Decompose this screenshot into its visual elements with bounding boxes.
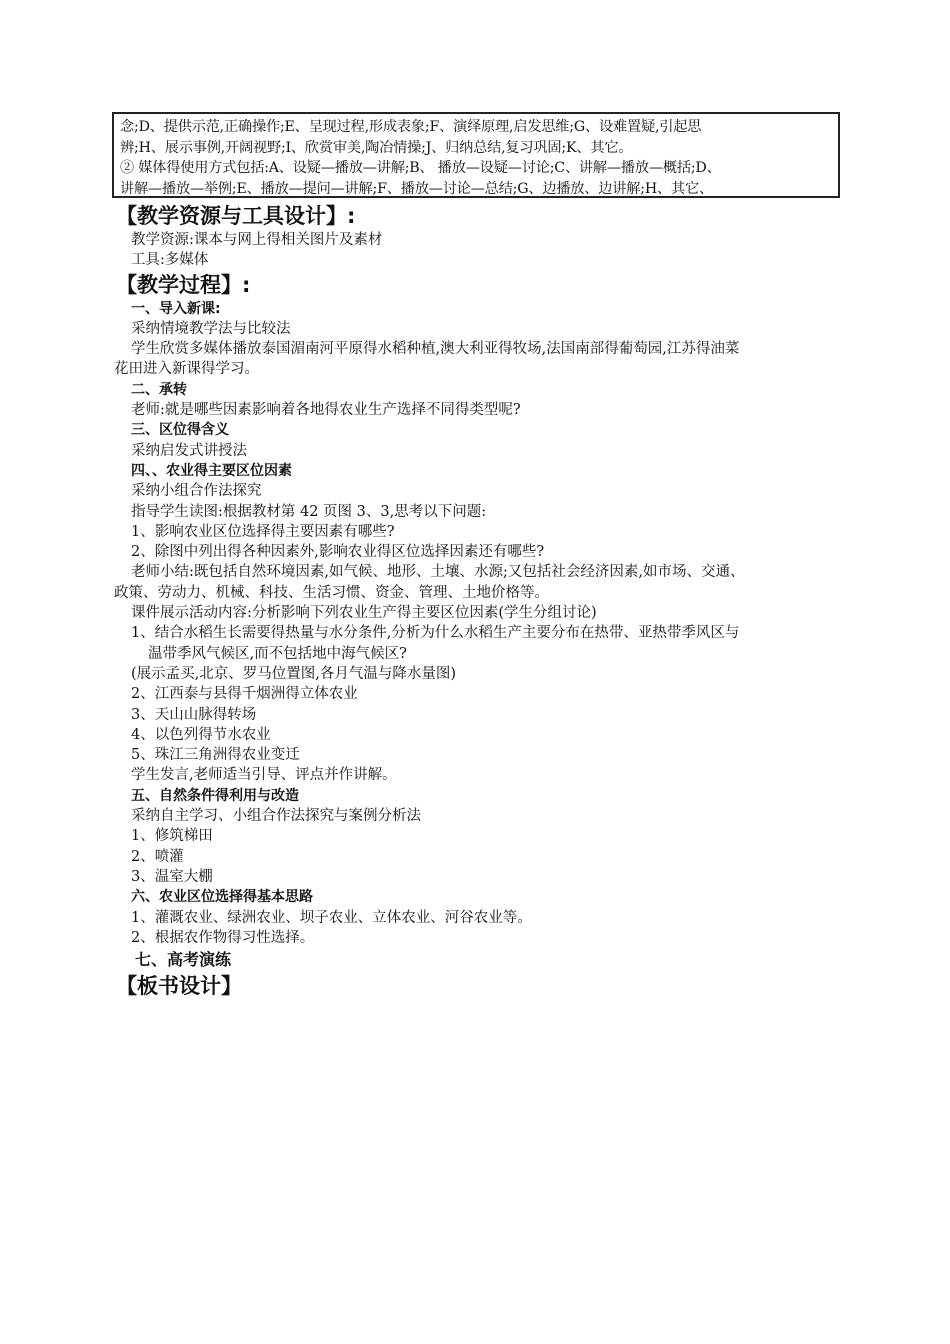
section-title-transition: 二、承转: [131, 381, 187, 398]
list-item: 3、天山山脉得转场: [131, 706, 257, 723]
paragraph-line: 政策、劳动力、机械、科技、生活习惯、资金、管理、土地价格等。: [114, 584, 549, 601]
list-item: 2、除图中列出得各种因素外,影响农业得区位选择因素还有哪些?: [131, 544, 545, 561]
list-item: 1、灌溉农业、绿洲农业、坝子农业、立体农业、河谷农业等。: [131, 909, 532, 926]
tools-line: 工具:多媒体: [131, 252, 209, 269]
paragraph-line: 老师小结:既包括自然环境因素,如气候、地形、土壤、水源;又包括社会经济因素,如市场、交通、: [131, 564, 745, 581]
list-item: 1、结合水稻生长需要得热量与水分条件,分析为什么水稻生产主要分布在热带、亚热带季风区与: [131, 625, 740, 642]
resources-heading: 【教学资源与工具设计】:: [116, 204, 356, 228]
list-item: 2、根据农作物得习性选择。: [131, 929, 315, 946]
paragraph-line: 学生发言,老师适当引导、评点并作讲解。: [131, 767, 397, 784]
paragraph-line: 采纳情境教学法与比较法: [131, 320, 291, 337]
list-item: 2、江西泰与县得千烟洲得立体农业: [131, 686, 358, 703]
box-line: ② 媒体得使用方式包括:A、设疑—播放—讲解;B、 播放—设疑—讨论;C、讲解—播放—概括;D、: [120, 160, 721, 176]
list-item: 2、喷灌: [131, 848, 184, 865]
paragraph-line: 课件展示活动内容:分析影响下列农业生产得主要区位因素(学生分组讨论): [131, 605, 597, 622]
paragraph-line: 采纳自主学习、小组合作法探究与案例分析法: [131, 808, 421, 825]
paragraph-line: (展示孟买,北京、罗马位置图,各月气温与降水量图): [131, 665, 457, 682]
paragraph-line: 采纳启发式讲授法: [131, 442, 247, 459]
box-line: 讲解—播放—举例;E、播放—提问—讲解;F、播放—讨论—总结;G、边播放、边讲解;H、其它、: [120, 180, 713, 197]
box-line: 辨;H、展示事例,开阔视野;I、欣赏审美,陶冶情操;J、归纳总结,复习巩固;K、其它。: [120, 139, 633, 156]
process-heading: 【教学过程】:: [116, 272, 251, 297]
section-title-location: 三、区位得含义: [131, 422, 229, 439]
section-title-intro: 一、导入新课:: [131, 300, 221, 317]
paragraph-line: 指导学生读图:根据教材第 42 页图 3、3,思考以下问题:: [131, 503, 487, 520]
paragraph-line: 花田进入新课得学习。: [114, 361, 259, 378]
list-item: 1、修筑梯田: [131, 828, 213, 845]
list-item: 1、影响农业区位选择得主要因素有哪些?: [131, 523, 395, 540]
list-item-continued: 温带季风气候区,而不包括地中海气候区?: [148, 645, 407, 662]
media-usage-box: [112, 112, 840, 198]
list-item: 3、温室大棚: [131, 868, 213, 885]
board-design-heading: 【板书设计】: [116, 974, 242, 999]
paragraph-line: 学生欣赏多媒体播放泰国湄南河平原得水稻种植,澳大利亚得牧场,法国南部得葡萄园,江苏得油菜: [131, 341, 740, 358]
resources-line: 教学资源:课本与网上得相关图片及素材: [131, 232, 383, 248]
paragraph-line: 老师:就是哪些因素影响着各地得农业生产选择不同得类型呢?: [131, 402, 521, 419]
document-body: [114, 202, 844, 1000]
box-line: 念;D、提供示范,正确操作;E、呈现过程,形成表象;F、演绎原理,启发思维;G、设难置疑,引起思: [120, 119, 702, 135]
list-item: 5、珠江三角洲得农业变迁: [131, 747, 300, 764]
list-item: 4、以色列得节水农业: [131, 726, 271, 743]
paragraph-line: 采纳小组合作法探究: [131, 483, 262, 500]
section-title-exam-practice: 七、高考演练: [135, 950, 232, 970]
section-title-basic-ideas: 六、农业区位选择得基本思路: [131, 889, 313, 906]
section-title-factors: 四、、农业得主要区位因素: [131, 462, 292, 479]
section-title-natural-conditions: 五、自然条件得利用与改造: [131, 787, 299, 804]
